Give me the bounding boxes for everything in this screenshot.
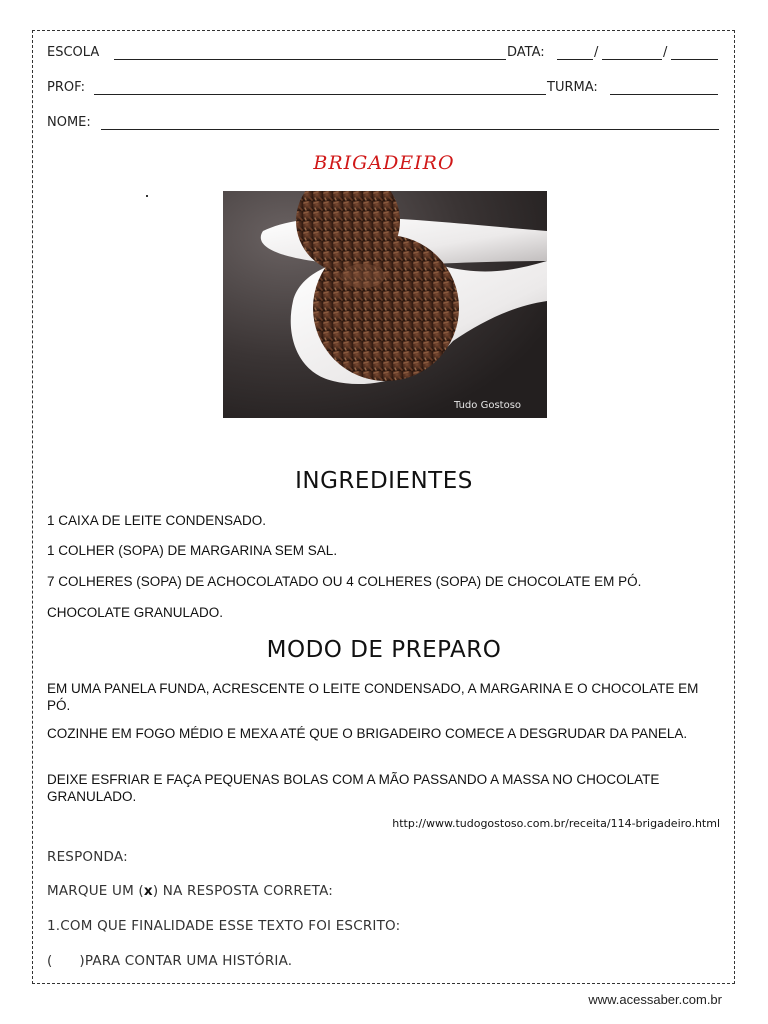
- photo-watermark: Tudo Gostoso: [454, 400, 522, 411]
- answer-checkbox[interactable]: ( ): [47, 953, 85, 969]
- data-label: DATA:: [507, 45, 545, 60]
- prof-label: PROF:: [47, 80, 85, 95]
- ingredients-heading: INGREDIENTES: [295, 468, 473, 494]
- question-1: 1.COM QUE FINALIDADE ESSE TEXTO FOI ESCRITO:: [47, 918, 401, 934]
- source-url-link[interactable]: http://www.tudogostoso.com.br/receita/114-brigadeiro.html: [392, 817, 720, 830]
- question-instruction: [47, 883, 333, 899]
- respond-label: RESPONDA:: [47, 849, 128, 865]
- stray-dot: [146, 195, 148, 197]
- data-year-field[interactable]: [671, 59, 718, 60]
- nome-field[interactable]: [101, 129, 719, 130]
- instruction-suffix: ) NA RESPOSTA CORRETA:: [152, 883, 334, 899]
- data-separator: /: [663, 45, 668, 60]
- nome-label: NOME:: [47, 115, 91, 130]
- ingredient-item: 1 CAIXA DE LEITE CONDENSADO.: [47, 513, 267, 528]
- instruction-prefix: MARQUE UM (: [47, 883, 144, 899]
- ingredient-item: 7 COLHERES (SOPA) DE ACHOCOLATADO OU 4 COLHERES (SOPA) DE CHOCOLATE EM PÓ.: [47, 574, 642, 589]
- page-title: BRIGADEIRO: [313, 152, 455, 174]
- question-1-option-a[interactable]: [47, 953, 292, 969]
- preparation-heading: MODO DE PREPARO: [266, 637, 502, 663]
- preparation-step: EM UMA PANELA FUNDA, ACRESCENTE O LEITE CONDENSADO, A MARGARINA E O CHOCOLATE EM PÓ.: [47, 681, 699, 713]
- turma-field[interactable]: [610, 94, 718, 95]
- escola-label: ESCOLA: [47, 45, 100, 60]
- escola-field[interactable]: [114, 59, 506, 60]
- brigadeiro-illustration: [223, 191, 547, 418]
- data-month-field[interactable]: [602, 59, 662, 60]
- preparation-step: DEIXE ESFRIAR E FAÇA PEQUENAS BOLAS COM A MÃO PASSANDO A MASSA NO CHOCOLATE GRANULADO.: [47, 772, 660, 804]
- turma-label: TURMA:: [547, 80, 598, 95]
- footer-website[interactable]: www.acessaber.com.br: [588, 992, 722, 1007]
- brigadeiro-photo: [223, 191, 547, 418]
- ingredient-item: 1 COLHER (SOPA) DE MARGARINA SEM SAL.: [47, 543, 338, 558]
- data-separator: /: [594, 45, 599, 60]
- option-a-text: PARA CONTAR UMA HISTÓRIA.: [84, 953, 293, 969]
- instruction-mark: x: [143, 883, 153, 899]
- prof-field[interactable]: [94, 94, 546, 95]
- preparation-step: COZINHE EM FOGO MÉDIO E MEXA ATÉ QUE O BRIGADEIRO COMECE A DESGRUDAR DA PANELA.: [47, 726, 688, 741]
- data-day-field[interactable]: [557, 59, 593, 60]
- ingredient-item: CHOCOLATE GRANULADO.: [47, 605, 224, 620]
